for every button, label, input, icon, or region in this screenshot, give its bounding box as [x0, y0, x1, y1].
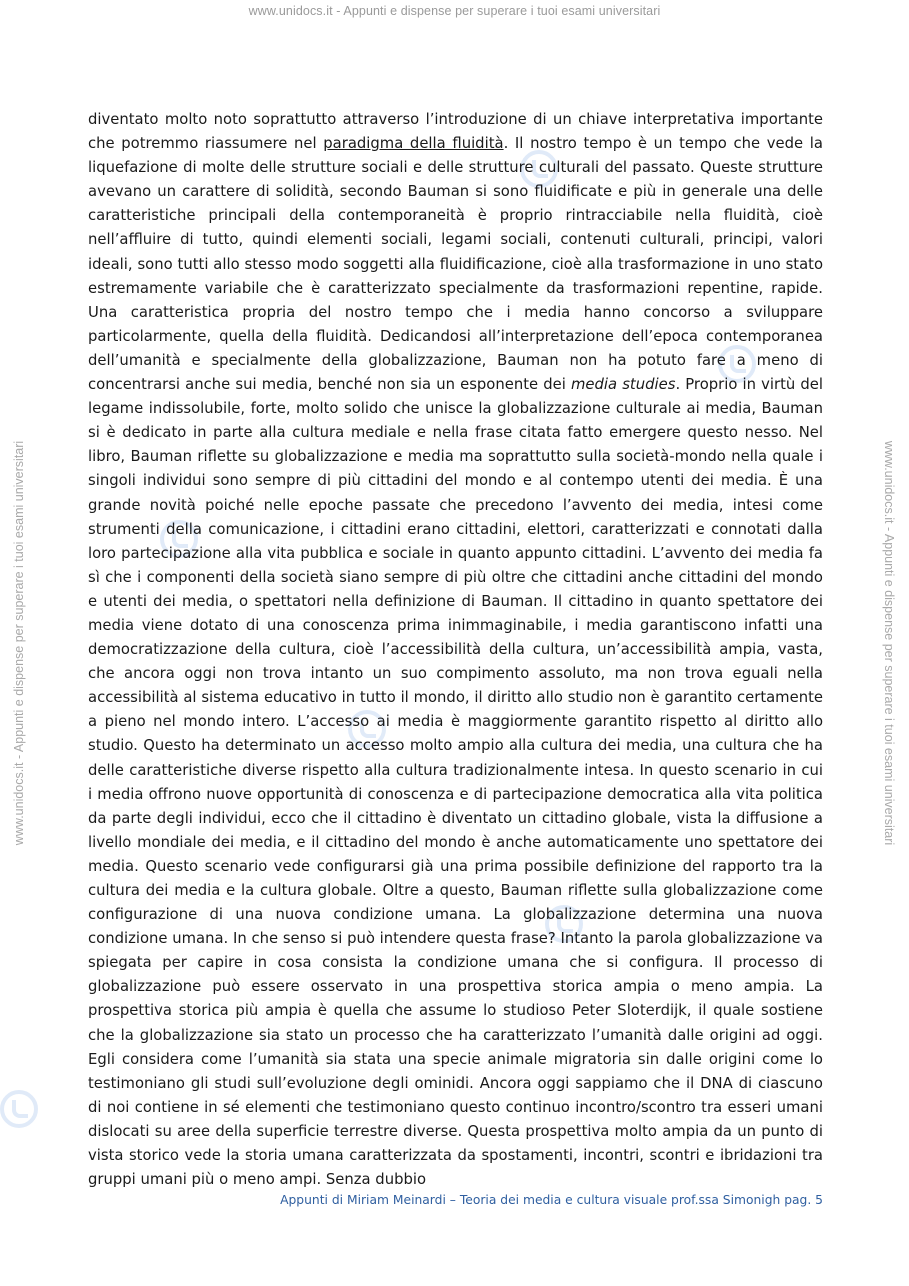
- watermark-left: www.unidocs.it - Appunti e dispense per superare i tuoi esami universitari: [12, 440, 26, 846]
- watermark-right: www.unidocs.it - Appunti e dispense per superare i tuoi esami universitari: [882, 440, 896, 846]
- body-text-part: diventato molto noto soprattutto attraverso l’introduzione di un chiave interpretativa importante che potremmo riassumere nel: [88, 111, 823, 153]
- watermark-logo-icon: [0, 1090, 38, 1128]
- watermark-header: www.unidocs.it - Appunti e dispense per superare i tuoi esami universitari: [248, 4, 661, 18]
- italic-term: media studies: [571, 376, 676, 394]
- body-text-part: . Il nostro tempo è un tempo che vede la liquefazione di molte delle strutture sociali e delle strutture culturali del passato. Queste strutture avevano un carattere di solidità, secondo Bauman si sono fluidificate e più in generale una delle caratteristiche principali della contemporaneità è proprio rintracciabile nella fluidità, cioè nell’affluire di tutto, quindi elementi sociali, legami sociali, contenuti culturali, principi, valori ideali, sono tutti allo stesso modo soggetti alla fluidificazione, cioè alla trasformazione in uno stato estremamente variabile che è caratterizzato specialmente da trasformazioni repentine, rapide. Una caratteristica propria del nostro tempo che i media hanno concorso a sviluppare particolarmente, quella della fluidità. Dedicandosi all’interpretazione dell’epoca contemporanea dell’umanità e specialmente della globalizzazione, Bauman non ha potuto fare a meno di concentrarsi anche sui media, benché non sia un esponente dei: [88, 135, 823, 394]
- underlined-term: paradigma della fluidità: [323, 135, 504, 153]
- body-text-part: . Proprio in virtù del legame indissolubile, forte, molto solido che unisce la globalizzazione culturale ai media, Bauman si è dedicato in parte alla cultura mediale e nella frase citata fatto emergere questo nesso. Nel libro, Bauman riflette su globalizzazione e media ma soprattutto sulla società-mondo nella quale i singoli individui sono sempre di più cittadini del mondo e al contempo utenti dei media. È una grande novità poiché nelle epoche passate che precedono l’avvento dei media, intesi come strumenti della comunicazione, i cittadini erano cittadini, elettori, caratterizzati e connotati dalla loro partecipazione alla vita pubblica e sociale in quanto appunto cittadini. L’avvento dei media fa sì che i componenti della società siano sempre di più oltre che cittadini anche cittadini del mondo e utenti dei media, o spettatori nella definizione di Bauman. Il cittadino in quanto spettatore dei media viene dotato di una conoscenza prima inimmaginabile, i media garantiscono infatti una democratizzazione della cultura, cioè l’accessibilità della cultura, un’accessibilità ampia, vasta, che ancora oggi non trova intanto un suo compimento assoluto, ma non trova eguali nella accessibilità al sistema educativo in tutto il mondo, il diritto allo studio non è garantito certamente a pieno nel mondo intero. L’accesso ai media è maggiormente garantito rispetto al diritto allo studio. Questo ha determinato un accesso molto ampio alla cultura dei media, una cultura che ha delle caratteristiche diverse rispetto alla cultura tradizionalmente intesa. In questo scenario in cui i media offrono nuove opportunità di conoscenza e di partecipazione democratica alla vita politica da parte degli individui, ecco che il cittadino è diventato un cittadino globale, vista la diffusione a livello mondiale dei media, e il cittadino del mondo è anche automaticamente uno spettatore dei media. Questo scenario vede configurarsi già una prima possibile definizione del rapporto tra la cultura dei media e la cultura globale. Oltre a questo, Bauman riflette sulla globalizzazione come configurazione di una nuova condizione umana. La globalizzazione determina una nuova condizione umana. In che senso si può intendere questa frase? Intanto la parola globalizzazione va spiegata per capire in cosa consista la condizione umana che si configura. Il processo di globalizzazione può essere osservato in una prospettiva storica ampia o meno ampia. La prospettiva storica più ampia è quella che assume lo studioso Peter Sloterdijk, il quale sostiene che la globalizzazione sia stato un processo che ha caratterizzato l’umanità dalle origini ad oggi. Egli considera come l’umanità sia stata una specie animale migratoria sin dalle origini come lo testimoniano gli studi sull’evoluzione degli ominidi. Ancora oggi sappiamo che il DNA di ciascuno di noi contiene in sé elementi che testimoniano questo continuo incontro/scontro tra esseri umani dislocati su aree della superficie terrestre diverse. Questa prospettiva molto ampia da un punto di vista storico vede la storia umana caratterizzata da spostamenti, incontri, scontri e ibridazioni tra gruppi umani più o meno ampi. Senza dubbio: [88, 376, 824, 1189]
- body-paragraph: [88, 108, 823, 1192]
- page-footer: Appunti di Miriam Meinardi – Teoria dei media e cultura visuale prof.ssa Simonigh pag. 5: [280, 1193, 823, 1207]
